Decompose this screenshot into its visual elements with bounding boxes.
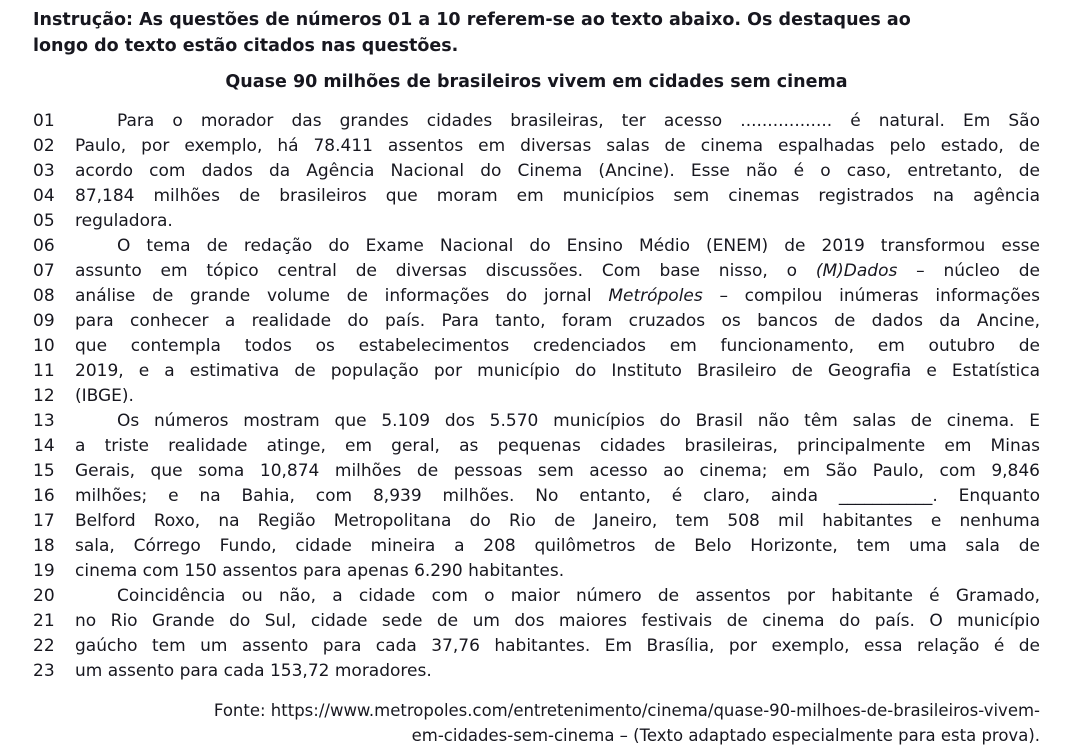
line-number: 05 [33,211,55,231]
line-text: Belford Roxo, na Região Metropolitana do Rio de Janeiro, tem 508 mil habitantes e nenhuma [75,511,1040,531]
line-text: O tema de redação do Exame Nacional do Ensino Médio (ENEM) de 2019 transformou esse [117,236,1040,256]
text-line [33,484,1040,509]
text-line [33,459,1040,484]
line-number: 09 [33,311,55,331]
line-text: cinema com 150 assentos para apenas 6.290 habitantes. [75,561,565,581]
line-number: 02 [33,136,55,156]
line-text: análise de grande volume de informações do jornal Metrópoles – compilou inúmeras informações [75,286,1040,306]
line-number: 20 [33,586,55,606]
line-text: Os números mostram que 5.109 dos 5.570 municípios do Brasil não têm salas de cinema. E [117,411,1040,431]
line-text: para conhecer a realidade do país. Para tanto, foram cruzados os bancos de dados da Ancine, [75,311,1040,331]
text-body [33,109,1040,684]
line-number: 23 [33,661,55,681]
line-text: reguladora. [75,211,173,231]
source-line-2: em-cidades-sem-cinema – (Texto adaptado especialmente para esta prova). [411,726,1040,745]
instruction-line-2: longo do texto estão citados nas questões. [33,36,459,56]
line-number: 10 [33,336,55,356]
line-number: 13 [33,411,55,431]
text-line [33,559,1040,584]
text-line [33,159,1040,184]
text-line [33,209,1040,234]
line-text: milhões; e na Bahia, com 8,939 milhões. No entanto, é claro, ainda ___________. Enquanto [75,486,1040,506]
text-line [33,409,1040,434]
text-line [33,234,1040,259]
line-text: 87,184 milhões de brasileiros que moram em municípios sem cinemas registrados na agência [75,186,1040,206]
line-text: Para o morador das grandes cidades brasileiras, ter acesso ................. é natural. Em São [117,111,1040,131]
line-number: 21 [33,611,55,631]
text-line [33,284,1040,309]
line-number: 16 [33,486,55,506]
text-line [33,659,1040,684]
line-text: gaúcho tem um assento para cada 37,76 habitantes. Em Brasília, por exemplo, essa relação é de [75,636,1040,656]
text-line [33,509,1040,534]
text-line [33,584,1040,609]
text-line [33,434,1040,459]
line-text: que contempla todos os estabelecimentos credenciados em funcionamento, em outubro de [75,336,1040,356]
text-line [33,359,1040,384]
line-number: 04 [33,186,55,206]
line-number: 17 [33,511,55,531]
line-text: Coincidência ou não, a cidade com o maior número de assentos por habitante é Gramado, [117,586,1040,606]
instruction-line-1: Instrução: As questões de números 01 a 10 referem-se ao texto abaixo. Os destaques ao [33,10,911,30]
text-line [33,534,1040,559]
line-text: um assento para cada 153,72 moradores. [75,661,432,681]
line-number: 19 [33,561,55,581]
line-text: acordo com dados da Agência Nacional do Cinema (Ancine). Esse não é o caso, entretanto, de [75,161,1040,181]
line-number: 14 [33,436,55,456]
line-number: 15 [33,461,55,481]
text-line [33,309,1040,334]
line-number: 03 [33,161,55,181]
text-line [33,259,1040,284]
line-text: sala, Córrego Fundo, cidade mineira a 208 quilômetros de Belo Horizonte, tem uma sala de [75,536,1040,556]
line-number: 22 [33,636,55,656]
line-number: 11 [33,361,55,381]
line-number: 06 [33,236,55,256]
page-title: Quase 90 milhões de brasileiros vivem em cidades sem cinema [225,72,848,92]
line-text: assunto em tópico central de diversas discussões. Com base nisso, o (M)Dados – núcleo de [75,261,1040,281]
line-text: Gerais, que soma 10,874 milhões de pessoas sem acesso ao cinema; em São Paulo, com 9,846 [75,461,1040,481]
text-line [33,184,1040,209]
source-citation [33,698,1040,748]
line-number: 07 [33,261,55,281]
text-line [33,634,1040,659]
line-text: no Rio Grande do Sul, cidade sede de um dos maiores festivais de cinema do país. O município [75,611,1040,631]
line-text: 2019, e a estimativa de população por município do Instituto Brasileiro de Geografia e Estatística [75,361,1040,381]
line-text: a triste realidade atinge, em geral, as pequenas cidades brasileiras, principalmente em Minas [75,436,1040,456]
line-number: 08 [33,286,55,306]
source-line-1: Fonte: https://www.metropoles.com/entretenimento/cinema/quase-90-milhoes-de-brasileiros-vivem- [213,701,1040,720]
line-number: 12 [33,386,55,406]
text-line [33,609,1040,634]
line-number: 01 [33,111,55,131]
text-line [33,334,1040,359]
line-number: 18 [33,536,55,556]
text-line [33,109,1040,134]
instruction-block [33,7,1040,59]
text-line [33,384,1040,409]
line-text: (IBGE). [75,386,134,406]
text-line [33,134,1040,159]
line-text: Paulo, por exemplo, há 78.411 assentos em diversas salas de cinema espalhadas pelo estado, de [75,136,1040,156]
